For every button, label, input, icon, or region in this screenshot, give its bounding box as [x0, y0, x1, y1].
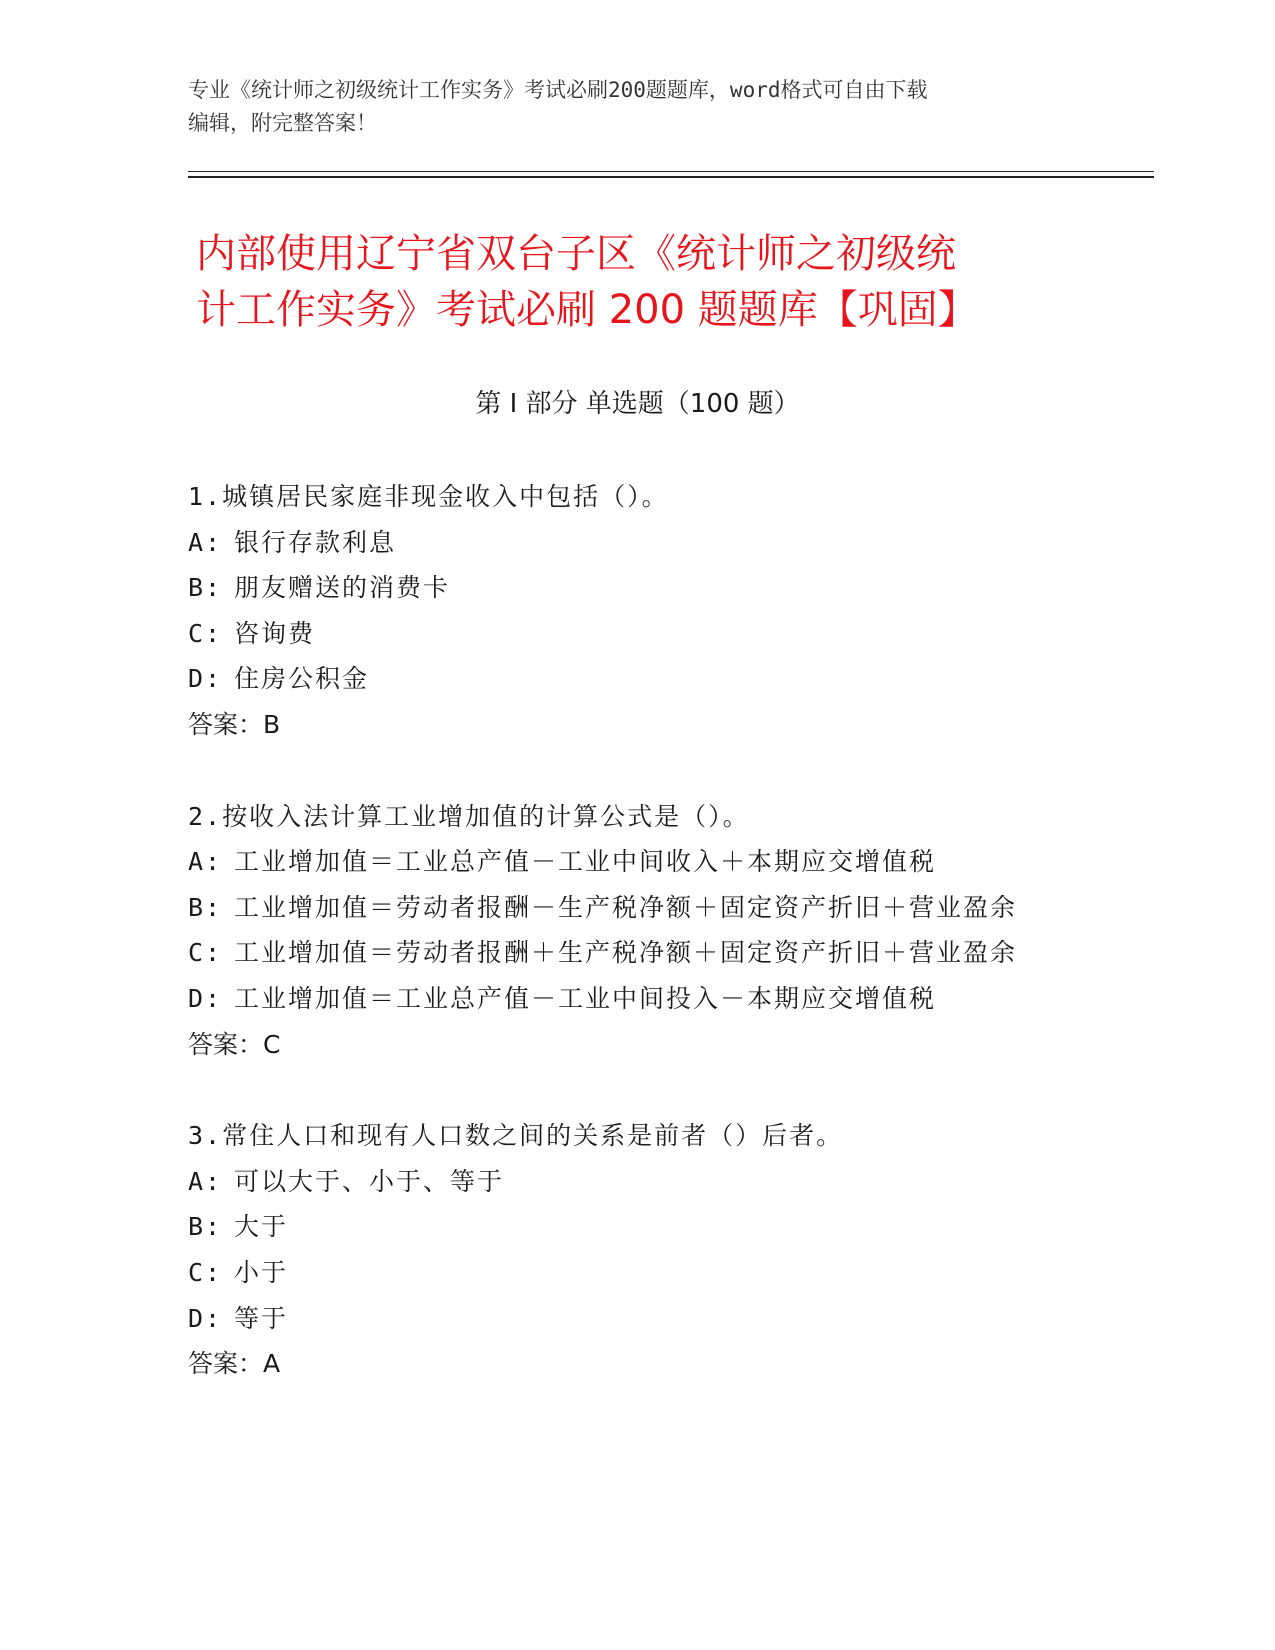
option-key: B:: [188, 892, 223, 922]
option-key: D:: [188, 983, 223, 1013]
option-key: A:: [188, 527, 223, 557]
answer-line: 答案：C: [188, 1029, 281, 1059]
answer-line: 答案：A: [188, 1349, 281, 1379]
option-key: D:: [188, 1303, 223, 1333]
option-b: [188, 1204, 1188, 1250]
question-item-1: [188, 474, 1188, 748]
option-d: [188, 976, 1188, 1022]
option-a: [188, 520, 1188, 566]
section-heading: 第 I 部分 单选题（100 题）: [475, 389, 800, 419]
question-stem: 1.城镇居民家庭非现金收入中包括（）。: [188, 482, 669, 511]
option-key: A:: [188, 847, 223, 877]
option-d: [188, 656, 1188, 702]
question-item-3: [188, 1113, 1188, 1387]
option-text: 小于: [234, 1257, 289, 1287]
option-key: B:: [188, 1212, 223, 1242]
question-item-2: [188, 794, 1188, 1068]
option-text: 银行存款利息: [234, 527, 397, 557]
document-title-line-1: 内部使用辽宁省双台子区《统计师之初级统: [196, 231, 956, 277]
option-text: 朋友赠送的消费卡: [234, 573, 451, 603]
option-d: [188, 1296, 1188, 1342]
option-text: 工业增加值＝劳动者报酬＋生产税净额＋固定资产折旧＋营业盈余: [234, 938, 1018, 968]
option-text: 工业增加值＝工业总产值－工业中间投入－本期应交增值税: [234, 983, 937, 1013]
option-text: 大于: [234, 1212, 289, 1242]
option-a: [188, 839, 1188, 885]
header-rule-thick: [188, 176, 1154, 178]
option-text: 等于: [234, 1303, 289, 1333]
option-key: A:: [188, 1166, 223, 1196]
option-c: [188, 930, 1188, 976]
header-rule-thin: [188, 171, 1154, 172]
option-text: 工业增加值＝劳动者报酬－生产税净额＋固定资产折旧＋营业盈余: [234, 892, 1018, 922]
option-key: B:: [188, 573, 223, 603]
option-c: [188, 1250, 1188, 1296]
option-text: 可以大于、小于、等于: [234, 1166, 505, 1196]
header-note-line-2: 编辑，附完整答案！: [188, 111, 377, 135]
question-list: [188, 474, 1188, 1433]
option-text: 咨询费: [234, 618, 316, 648]
header-note: [188, 74, 1088, 140]
option-key: D:: [188, 664, 223, 694]
question-stem: 2.按收入法计算工业增加值的计算公式是（）。: [188, 801, 750, 831]
option-a: [188, 1159, 1188, 1205]
document-title: [196, 226, 1096, 338]
option-key: C:: [188, 938, 223, 968]
option-b: [188, 885, 1188, 931]
answer-line: 答案：B: [188, 709, 281, 739]
option-text: 住房公积金: [234, 664, 370, 694]
option-key: C:: [188, 1257, 223, 1287]
header-note-line-1: 专业《统计师之初级统计工作实务》考试必刷200题题库，word格式可自由下载: [188, 78, 928, 102]
option-key: C:: [188, 618, 223, 648]
document-title-line-2: 计工作实务》考试必刷 200 题题库【巩固】: [196, 287, 978, 333]
option-text: 工业增加值＝工业总产值－工业中间收入＋本期应交增值税: [234, 847, 937, 877]
option-b: [188, 565, 1188, 611]
option-c: [188, 611, 1188, 657]
question-stem: 3.常住人口和现有人口数之间的关系是前者（）后者。: [188, 1121, 844, 1151]
